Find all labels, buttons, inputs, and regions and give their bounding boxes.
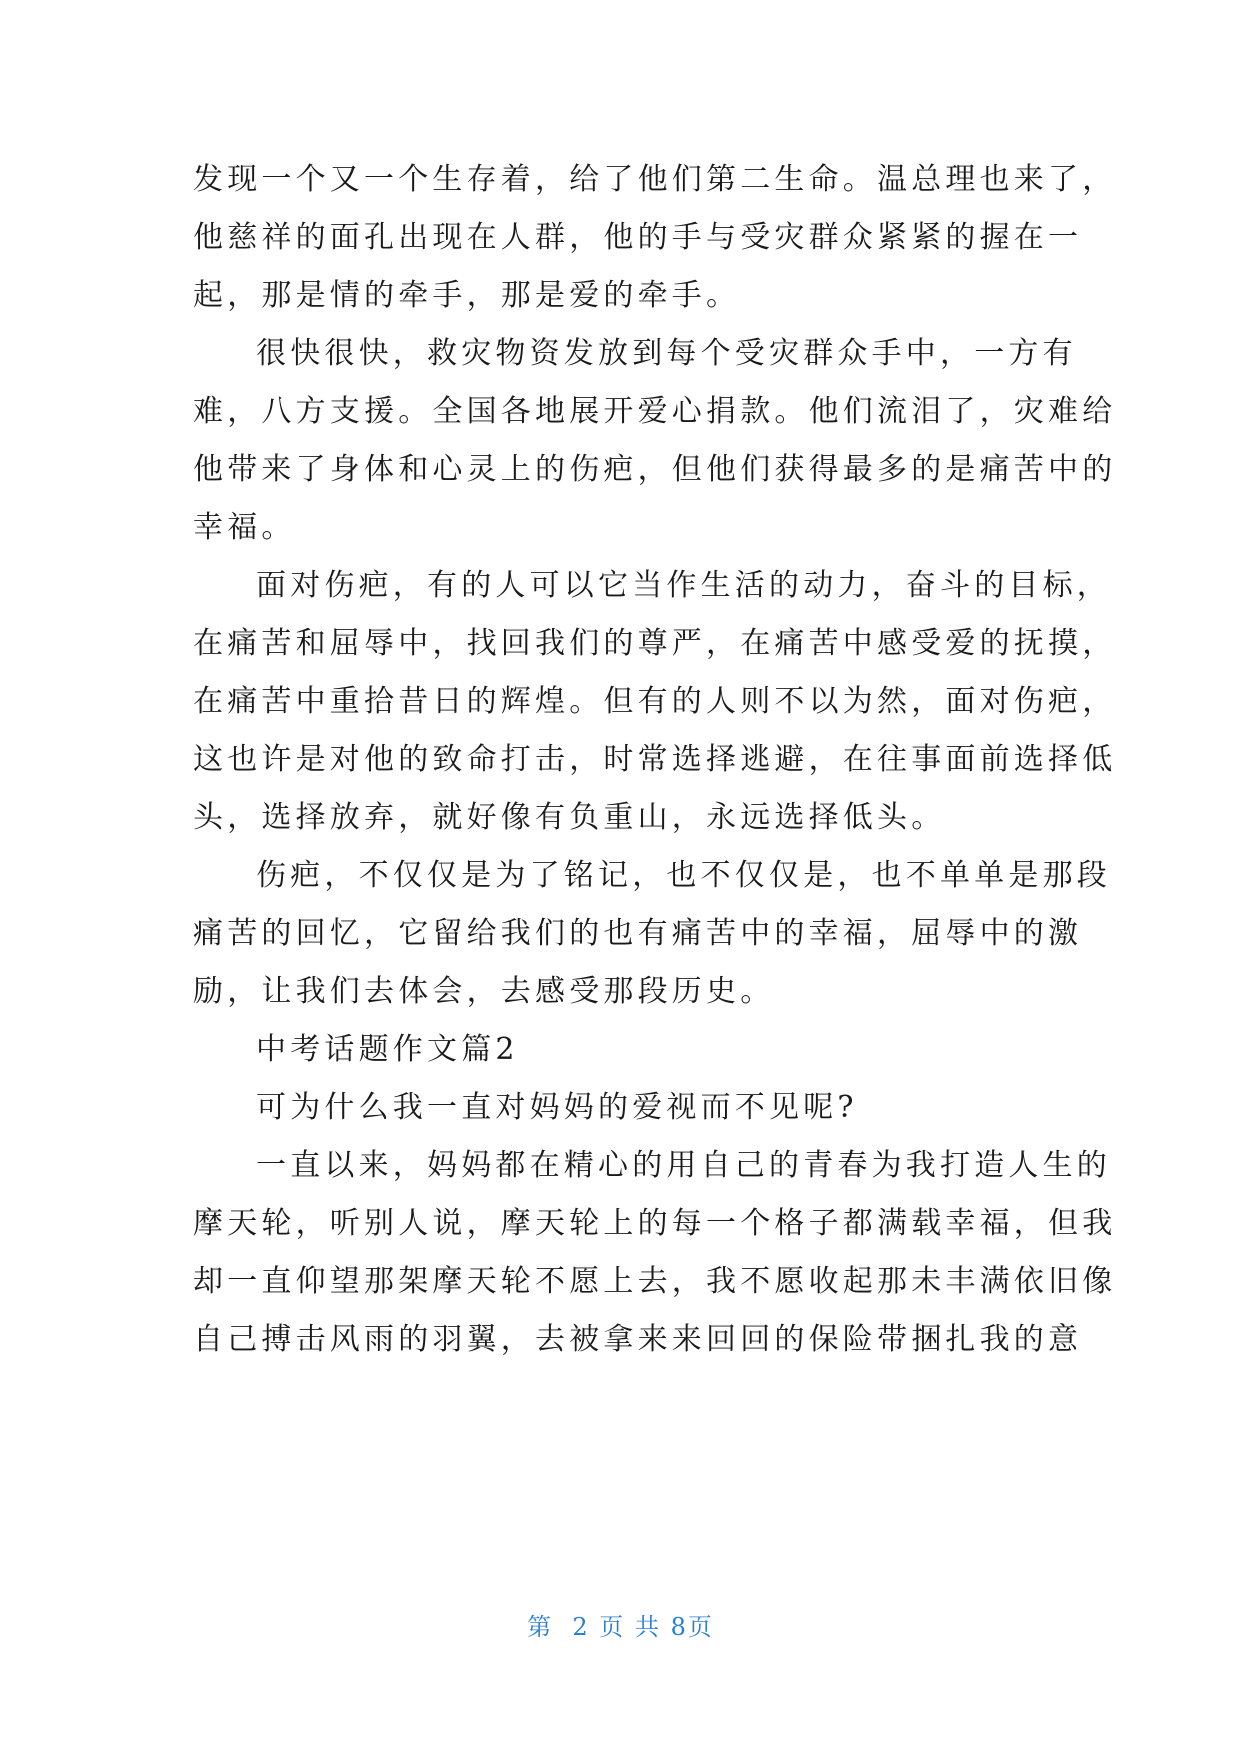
text-line: 他带来了身体和心灵上的伤疤，但他们获得最多的是痛苦中的 [193,452,1117,487]
text-line: 发现一个又一个生存着，给了他们第二生命。温总理也来了， [193,162,1117,197]
text-line: 励，让我们去体会，去感受那段历史。 [193,974,775,1009]
text-line: 却一直仰望那架摩天轮不愿上去，我不愿收起那未丰满依旧像 [193,1264,1117,1299]
page-number-label: 第 2 页 共 8页 [527,1613,714,1641]
page-footer [0,1612,1241,1642]
text-line: 一直以来，妈妈都在精心的用自己的青春为我打造人生的 [256,1148,1111,1183]
text-line: 痛苦的回忆，它留给我们的也有痛苦中的幸福，屈辱中的激 [193,916,1083,951]
text-line: 头，选择放弃，就好像有负重山，永远选择低头。 [193,800,946,835]
text-line: 他慈祥的面孔出现在人群，他的手与受灾群众紧紧的握在一 [193,220,1083,255]
text-line: 很快很快，救灾物资发放到每个受灾群众手中，一方有 [256,336,1077,371]
text-line: 面对伤疤，有的人可以它当作生活的动力，奋斗的目标， [256,568,1111,603]
text-line: 幸福。 [193,510,296,545]
text-line: 伤疤，不仅仅是为了铭记，也不仅仅是，也不单单是那段 [256,858,1111,893]
text-line: 摩天轮，听别人说，摩天轮上的每一个格子都满载幸福，但我 [193,1206,1117,1241]
text-line: 起，那是情的牵手，那是爱的牵手。 [193,278,741,313]
text-line: 可为什么我一直对妈妈的爱视而不见呢? [256,1090,858,1125]
text-line: 这也许是对他的致命打击，时常选择逃避，在往事面前选择低 [193,742,1117,777]
text-line: 自己搏击风雨的羽翼，去被拿来来回回的保险带捆扎我的意 [193,1322,1083,1357]
text-line: 在痛苦和屈辱中，找回我们的尊严，在痛苦中感受爱的抚摸， [193,626,1117,661]
section-heading: 中考话题作文篇2 [256,1032,519,1067]
text-line: 在痛苦中重拾昔日的辉煌。但有的人则不以为然，面对伤疤， [193,684,1117,719]
text-line: 难，八方支援。全国各地展开爱心捐款。他们流泪了，灾难给 [193,394,1117,429]
